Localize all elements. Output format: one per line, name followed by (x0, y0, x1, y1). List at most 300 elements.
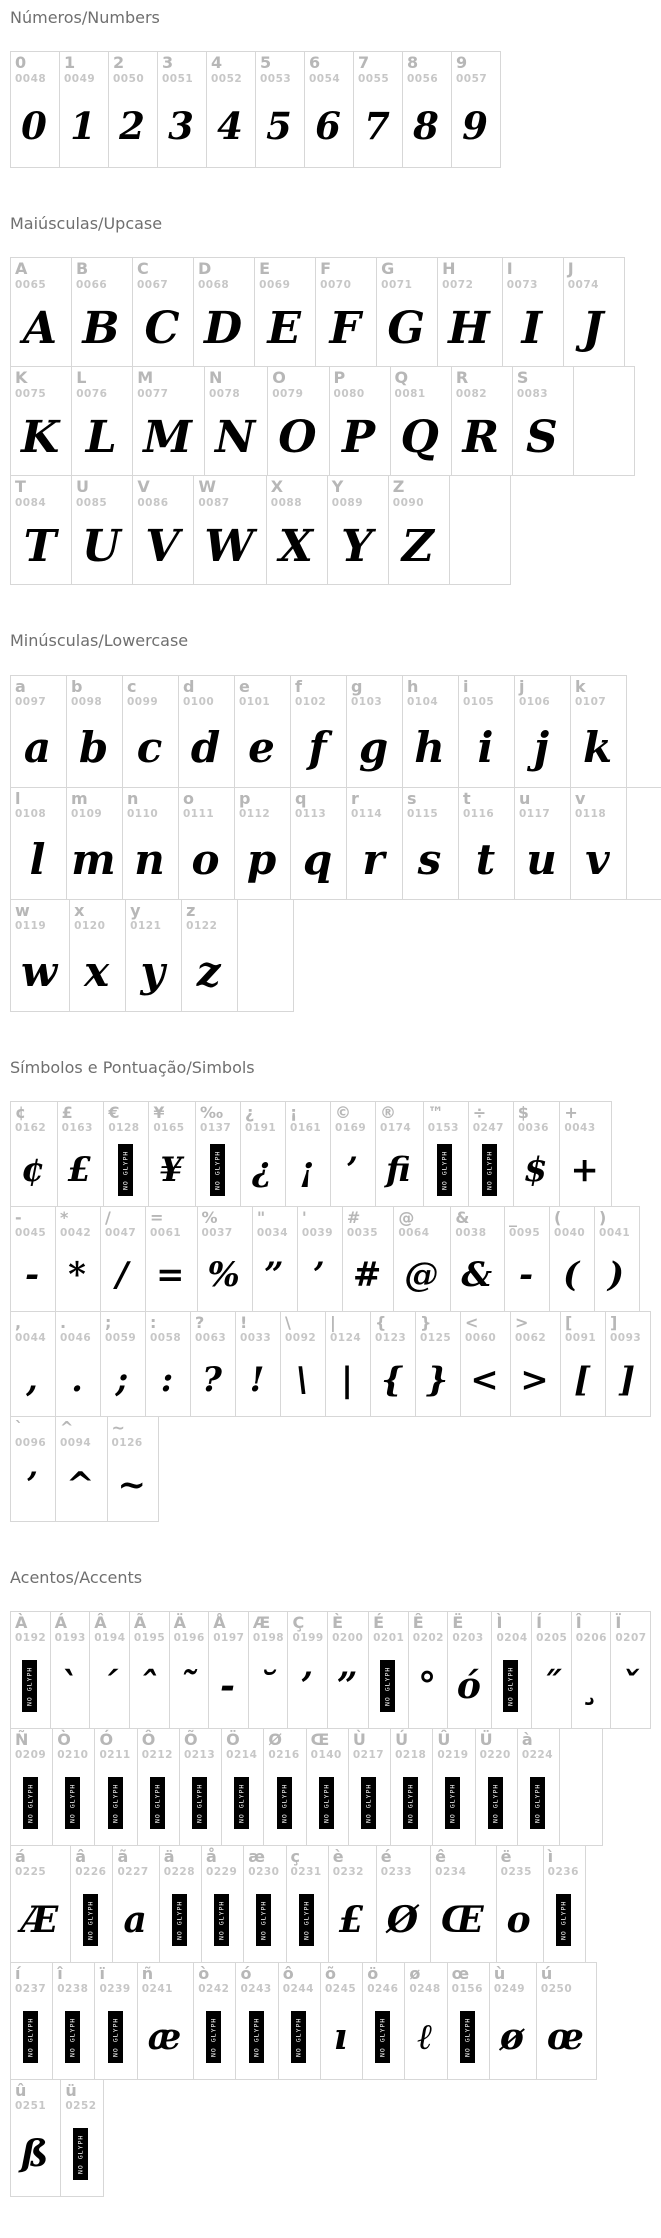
char-label: ü (65, 2080, 78, 2100)
char-label: Z (392, 477, 405, 497)
char-code: 0119 (15, 919, 47, 932)
char-glyph: B (82, 302, 120, 354)
char-cell (496, 1845, 544, 1963)
char-cell (132, 475, 194, 585)
char-glyph (200, 1136, 234, 1198)
noglyph-box: NO GLYPH (256, 1894, 271, 1946)
char-label: ç (290, 1846, 301, 1866)
char-glyph: ” (336, 1664, 358, 1707)
char-label: ¢ (15, 1102, 27, 1122)
char-code: 0045 (15, 1227, 47, 1240)
char-label: u (519, 788, 531, 808)
char-label: g (351, 676, 363, 696)
noglyph-box: NO GLYPH (108, 1777, 123, 1829)
char-cell (437, 257, 503, 367)
char-code: 0075 (15, 387, 47, 400)
char-label: ~ (111, 1417, 126, 1437)
char-label: x (74, 900, 85, 920)
char-cell (71, 475, 133, 585)
char-code: 0217 (352, 1749, 385, 1762)
char-label: Ú (395, 1729, 409, 1749)
char-label: ' (301, 1207, 308, 1227)
char-code: 0203 (452, 1632, 484, 1645)
char-code: 0153 (427, 1122, 459, 1135)
char-glyph: N (214, 411, 256, 463)
char-label: 1 (64, 53, 76, 73)
char-code: 0104 (407, 695, 439, 708)
char-label: & (455, 1207, 470, 1227)
char-glyph: R (462, 411, 500, 463)
char-code: 0244 (282, 1983, 314, 1996)
noglyph-box: NO GLYPH (65, 1777, 80, 1829)
char-code: 0214 (226, 1749, 258, 1762)
char-label: : (150, 1312, 157, 1332)
char-glyph: ` (59, 1664, 78, 1707)
char-glyph (108, 1136, 142, 1198)
char-glyph (496, 1646, 525, 1720)
noglyph-box: NO GLYPH (249, 2011, 264, 2063)
char-label: y (130, 900, 142, 920)
char-glyph: œ (546, 2015, 584, 2058)
char-glyph (367, 1997, 398, 2071)
char-code: 0196 (173, 1632, 205, 1645)
char-glyph: ¥ (159, 1149, 184, 1190)
char-glyph: D (204, 302, 243, 354)
character-table (10, 1101, 651, 1522)
char-code: 0235 (500, 1866, 532, 1879)
char-glyph: H (448, 302, 490, 354)
char-code: 0197 (213, 1632, 245, 1645)
char-cell (137, 1962, 195, 2080)
char-glyph: ø (499, 2015, 524, 2058)
char-code: 0213 (183, 1749, 216, 1762)
noglyph-box: NO GLYPH (277, 1777, 292, 1829)
char-label: Ñ (15, 1729, 29, 1749)
char-code: 0205 (536, 1632, 568, 1645)
char-code: 0242 (198, 1983, 230, 1996)
char-glyph: A (22, 302, 58, 354)
char-glyph: ’ (312, 1254, 325, 1295)
char-glyph: n (134, 834, 165, 884)
char-glyph: @ (404, 1254, 439, 1295)
char-code: 0247 (472, 1122, 504, 1135)
char-glyph (15, 1997, 46, 2071)
char-label: A (15, 259, 28, 279)
char-code: 0058 (150, 1332, 182, 1345)
char-cell (327, 475, 389, 585)
char-glyph: > (520, 1359, 549, 1400)
char-glyph (522, 1763, 553, 1837)
char-glyph: - (518, 1254, 534, 1295)
char-label: K (15, 368, 28, 388)
char-cell (159, 1845, 202, 1963)
char-glyph: } (426, 1359, 448, 1400)
char-code: 0095 (509, 1227, 541, 1240)
char-cell (10, 787, 67, 900)
char-label: _ (509, 1207, 518, 1227)
char-cell (325, 1311, 371, 1417)
char-glyph: S (525, 411, 558, 463)
char-glyph: I (521, 302, 543, 354)
char-row (10, 257, 651, 367)
char-code: 0096 (15, 1437, 47, 1450)
character-map-section-numbers (10, 8, 651, 168)
char-code: 0212 (141, 1749, 173, 1762)
char-cell (129, 1611, 170, 1729)
char-label: p (239, 788, 251, 808)
char-glyph: j (533, 722, 550, 772)
section-title: Símbolos e Pontuação/Simbols (10, 1057, 255, 1077)
char-glyph: s (417, 834, 442, 884)
char-cell (571, 1611, 612, 1729)
character-table (10, 1611, 651, 2197)
char-glyph: Q (400, 411, 439, 463)
char-glyph: K (21, 411, 60, 463)
char-code: 0090 (392, 496, 425, 509)
char-glyph: ß (21, 2132, 49, 2175)
char-cell (178, 675, 235, 788)
char-label: d (183, 676, 195, 696)
char-code: 0122 (186, 919, 218, 932)
char-glyph (452, 1997, 483, 2071)
char-cell (502, 257, 564, 367)
char-code: 0073 (506, 278, 538, 291)
char-code: 0228 (163, 1866, 196, 1879)
char-cell (243, 1845, 286, 1963)
char-label: % (201, 1207, 219, 1227)
char-cell (66, 675, 123, 788)
char-glyph: z (196, 946, 221, 996)
empty-cell (449, 475, 511, 585)
char-code: 0065 (15, 278, 47, 291)
char-glyph: ) (607, 1254, 625, 1295)
char-code: 0193 (54, 1632, 86, 1645)
char-label: e (239, 676, 251, 696)
char-code: 0105 (463, 695, 495, 708)
empty-cell (573, 366, 635, 476)
char-label: / (105, 1207, 112, 1227)
char-glyph: 1 (70, 103, 96, 148)
char-glyph: y (140, 946, 165, 996)
char-cell (94, 1962, 137, 2080)
char-code: 0243 (240, 1983, 272, 1996)
char-cell (297, 1206, 343, 1312)
char-code: 0101 (239, 695, 271, 708)
char-cell (376, 257, 438, 367)
char-glyph: a (23, 722, 52, 772)
char-label: õ (324, 1963, 337, 1983)
char-label: V (137, 477, 151, 497)
char-label: k (575, 676, 587, 696)
char-cell (368, 1611, 409, 1729)
char-label: I (506, 259, 514, 279)
char-label: ] (610, 1312, 618, 1332)
char-code: 0192 (15, 1632, 47, 1645)
char-label: û (15, 2080, 27, 2100)
char-code: 0202 (412, 1632, 444, 1645)
char-label: < (465, 1312, 479, 1332)
char-label: ñ (141, 1963, 154, 1983)
noglyph-box: NO GLYPH (445, 1777, 460, 1829)
char-label: c (127, 676, 137, 696)
char-label: £ (61, 1102, 74, 1122)
char-code: 0098 (71, 695, 103, 708)
char-cell (458, 675, 515, 788)
noglyph-box: NO GLYPH (460, 2011, 475, 2063)
char-code: 0120 (74, 919, 106, 932)
char-code: 0068 (198, 278, 230, 291)
character-map-section-symbols (10, 1058, 651, 1522)
char-code: 0034 (256, 1227, 289, 1240)
char-cell (193, 475, 266, 585)
char-label: í (15, 1963, 21, 1983)
noglyph-box: NO GLYPH (380, 1660, 395, 1712)
char-glyph: i (477, 722, 494, 772)
char-cell (179, 1728, 222, 1846)
char-cell (10, 675, 67, 788)
char-glyph: T (23, 520, 57, 572)
char-label: } (420, 1312, 432, 1332)
char-cell (376, 1845, 431, 1963)
char-label: h (407, 676, 419, 696)
char-glyph: ¸ (581, 1664, 600, 1707)
char-row (10, 1962, 651, 2080)
char-label: W (198, 477, 217, 497)
char-cell (254, 257, 316, 367)
char-label: € (108, 1102, 120, 1122)
char-row (10, 1611, 651, 1729)
noglyph-box: NO GLYPH (23, 2011, 38, 2063)
char-label: 4 (211, 53, 223, 73)
char-code: 0078 (208, 387, 241, 400)
char-cell (240, 1101, 286, 1207)
char-glyph (15, 1646, 44, 1720)
char-cell (560, 1311, 606, 1417)
char-glyph: x (84, 946, 110, 996)
char-cell (390, 366, 452, 476)
char-label: ù (493, 1963, 506, 1983)
char-code: 0035 (346, 1227, 379, 1240)
char-glyph: | (340, 1359, 354, 1400)
char-glyph: ℓ (417, 2015, 433, 2058)
char-row (10, 1845, 651, 1963)
char-code: 0086 (137, 496, 169, 509)
char-glyph: ^ (66, 1464, 95, 1505)
char-code: 0081 (394, 387, 426, 400)
char-cell (286, 1845, 329, 1963)
noglyph-box: NO GLYPH (172, 1894, 187, 1946)
char-glyph: ˆ (139, 1664, 158, 1707)
char-label: á (15, 1846, 27, 1866)
char-label: t (463, 788, 472, 808)
char-glyph: ó (456, 1664, 481, 1707)
char-code: 0201 (373, 1632, 405, 1645)
char-glyph: r (362, 834, 385, 884)
char-label: i (463, 676, 469, 696)
char-label: 9 (456, 53, 468, 73)
char-code: 0064 (398, 1227, 430, 1240)
char-cell (451, 366, 513, 476)
char-label: î (57, 1963, 64, 1983)
char-label: Œ (310, 1729, 330, 1749)
char-label: 5 (260, 53, 272, 73)
char-label: f (295, 676, 303, 696)
char-label: ! (240, 1312, 248, 1332)
char-row (10, 366, 651, 476)
char-cell (122, 675, 179, 788)
char-glyph: ˘ (258, 1664, 277, 1707)
char-label: 7 (358, 53, 370, 73)
char-glyph: & (461, 1254, 493, 1295)
char-code: 0191 (245, 1122, 277, 1135)
char-glyph (240, 1997, 271, 2071)
char-label: l (15, 788, 21, 808)
character-table (10, 675, 651, 1012)
char-glyph: 0 (21, 103, 47, 148)
char-glyph: = (156, 1254, 185, 1295)
char-code: 0124 (330, 1332, 362, 1345)
char-label: C (137, 259, 150, 279)
char-cell (370, 1311, 416, 1417)
char-glyph: + (570, 1149, 599, 1190)
char-cell (491, 1611, 532, 1729)
char-label: m (71, 788, 89, 808)
char-glyph: 8 (413, 103, 439, 148)
char-glyph (142, 1763, 173, 1837)
char-glyph: $ (523, 1149, 548, 1190)
char-row (10, 1101, 651, 1207)
char-glyph: ; (115, 1359, 129, 1400)
char-glyph: \ (295, 1359, 309, 1400)
char-cell (132, 366, 205, 476)
char-cell (10, 1416, 56, 1522)
char-label: Î (575, 1612, 583, 1632)
char-glyph: p (246, 834, 277, 884)
char-glyph (15, 1763, 46, 1837)
char-cell (415, 1311, 461, 1417)
section-title: Maiúsculas/Upcase (10, 214, 163, 234)
char-code: 0063 (195, 1332, 227, 1345)
char-cell (10, 1101, 58, 1207)
char-code: 0046 (60, 1332, 92, 1345)
char-glyph: < (470, 1359, 499, 1400)
char-code: 0072 (442, 278, 474, 291)
char-code: 0069 (259, 278, 291, 291)
char-cell (513, 1101, 561, 1207)
char-cell (468, 1101, 514, 1207)
char-glyph: ˝ (541, 1664, 560, 1707)
char-row (10, 1416, 651, 1522)
char-glyph (75, 1880, 106, 1954)
char-label: E (259, 259, 271, 279)
char-label: o (183, 788, 195, 808)
char-glyph: 7 (364, 103, 390, 148)
char-cell (252, 1206, 298, 1312)
char-code: 0227 (117, 1866, 149, 1879)
char-cell (549, 1206, 595, 1312)
noglyph-box: NO GLYPH (192, 1777, 207, 1829)
char-cell (605, 1311, 651, 1417)
char-code: 0241 (141, 1983, 173, 1996)
char-glyph: u (526, 834, 557, 884)
char-code: 0118 (575, 807, 607, 820)
char-cell (52, 1962, 95, 2080)
char-glyph (311, 1763, 342, 1837)
noglyph-box: NO GLYPH (150, 1777, 165, 1829)
char-cell (112, 1845, 159, 1963)
char-glyph: % (207, 1254, 240, 1295)
char-label: Ì (496, 1612, 503, 1632)
char-cell (100, 1311, 146, 1417)
char-glyph: . (71, 1359, 83, 1400)
char-label: Ø (268, 1729, 283, 1749)
char-cell (287, 1611, 328, 1729)
char-label: Â (94, 1612, 108, 1632)
char-glyph: ’ (26, 1464, 38, 1505)
char-code: 0230 (248, 1866, 280, 1879)
char-cell (103, 1101, 149, 1207)
char-cell (69, 899, 126, 1012)
char-label: 0 (15, 53, 27, 73)
char-label: Ó (99, 1729, 114, 1749)
char-code: 0041 (599, 1227, 631, 1240)
noglyph-box: NO GLYPH (83, 1894, 98, 1946)
char-glyph: ¢ (21, 1149, 45, 1190)
char-cell (197, 1206, 253, 1312)
char-glyph: 4 (217, 103, 243, 148)
char-cell (536, 1962, 597, 2080)
char-glyph: 6 (315, 103, 341, 148)
char-label: + (564, 1102, 579, 1122)
char-glyph (99, 1997, 130, 2071)
char-glyph: l (29, 834, 46, 884)
char-code: 0084 (15, 496, 47, 509)
char-cell (108, 51, 158, 168)
char-cell (330, 1101, 376, 1207)
char-label: ® (380, 1102, 397, 1122)
char-label: ô (282, 1963, 295, 1983)
char-code: 0232 (332, 1866, 364, 1879)
char-code: 0108 (15, 807, 47, 820)
char-glyph: q (302, 834, 333, 884)
section-title: Números/Numbers (10, 8, 160, 27)
char-cell (10, 1311, 56, 1417)
char-code: 0079 (272, 387, 304, 400)
char-label: 8 (407, 53, 419, 73)
noglyph-box: NO GLYPH (482, 1144, 497, 1196)
char-glyph (480, 1763, 511, 1837)
char-cell (55, 1206, 101, 1312)
char-code: 0116 (463, 807, 495, 820)
char-glyph: - (24, 1254, 40, 1295)
char-code: 0085 (76, 496, 108, 509)
noglyph-box: NO GLYPH (319, 1777, 334, 1829)
char-label: ; (105, 1312, 112, 1332)
char-code: 0038 (455, 1227, 487, 1240)
char-glyph: 3 (168, 103, 194, 148)
char-cell (122, 787, 179, 900)
char-label: è (332, 1846, 345, 1866)
char-glyph (291, 1880, 322, 1954)
char-label: ) (599, 1207, 607, 1227)
char-cell (353, 51, 403, 168)
char-cell (512, 366, 574, 476)
char-cell (594, 1206, 640, 1312)
char-cell (610, 1611, 651, 1729)
char-code: 0110 (127, 807, 159, 820)
char-code: 0091 (565, 1332, 597, 1345)
char-code: 0126 (111, 1437, 143, 1450)
